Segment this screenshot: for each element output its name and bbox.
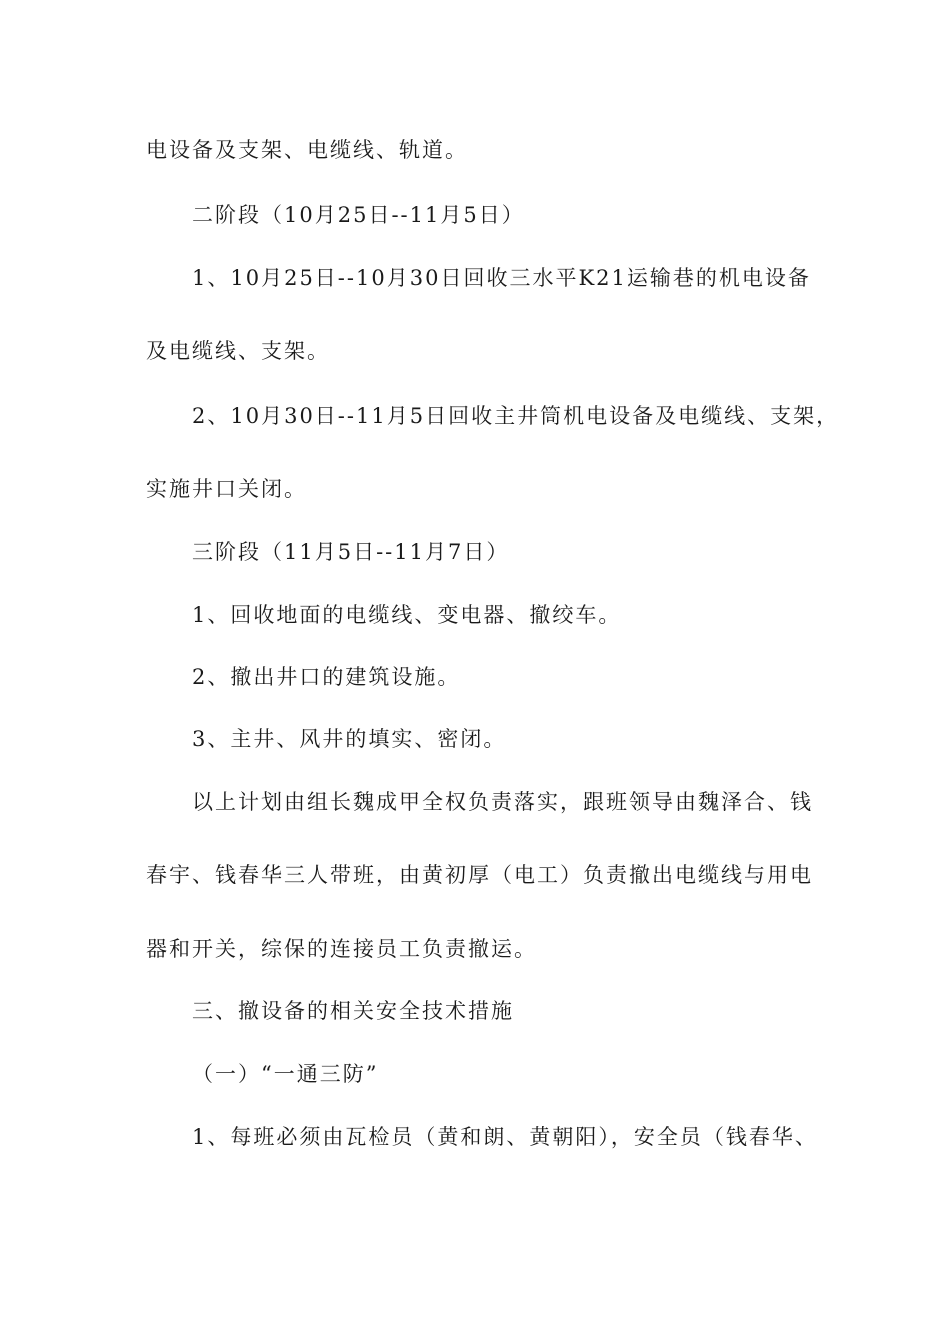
text-line-5: 2、10月30日--11月5日回收主井筒机电设备及电缆线、支架， (192, 404, 840, 428)
phase-two-heading: 二阶段（10月25日--11月5日） (192, 203, 525, 227)
text-line-10: 3、主井、风井的填实、密闭。 (192, 727, 507, 751)
text-line-12: 春宇、钱春华三人带班，由黄初厚（电工）负责撤出电缆线与用电 (146, 863, 813, 887)
text-line-16: 1、每班必须由瓦检员（黄和朗、黄朝阳），安全员（钱春华、 (192, 1125, 818, 1149)
text-line-11: 以上计划由组长魏成甲全权负责落实，跟班领导由魏泽合、钱 (192, 790, 813, 814)
section-three-heading: 三、撤设备的相关安全技术措施 (192, 999, 514, 1023)
text-line-8: 1、回收地面的电缆线、变电器、撤绞车。 (192, 603, 622, 627)
text-line-6: 实施井口关闭。 (146, 477, 307, 501)
text-line-1: 电设备及支架、电缆线、轨道。 (146, 138, 468, 162)
text-line-13: 器和开关，综保的连接员工负责撤运。 (146, 937, 537, 961)
text-line-3: 1、10月25日--10月30日回收三水平K21运输巷的机电设备 (192, 266, 811, 290)
subsection-heading: （一）“一通三防” (192, 1062, 379, 1086)
phase-three-heading: 三阶段（11月5日--11月7日） (192, 540, 510, 564)
text-line-4: 及电缆线、支架。 (146, 339, 330, 363)
text-line-9: 2、撤出井口的建筑设施。 (192, 665, 461, 689)
